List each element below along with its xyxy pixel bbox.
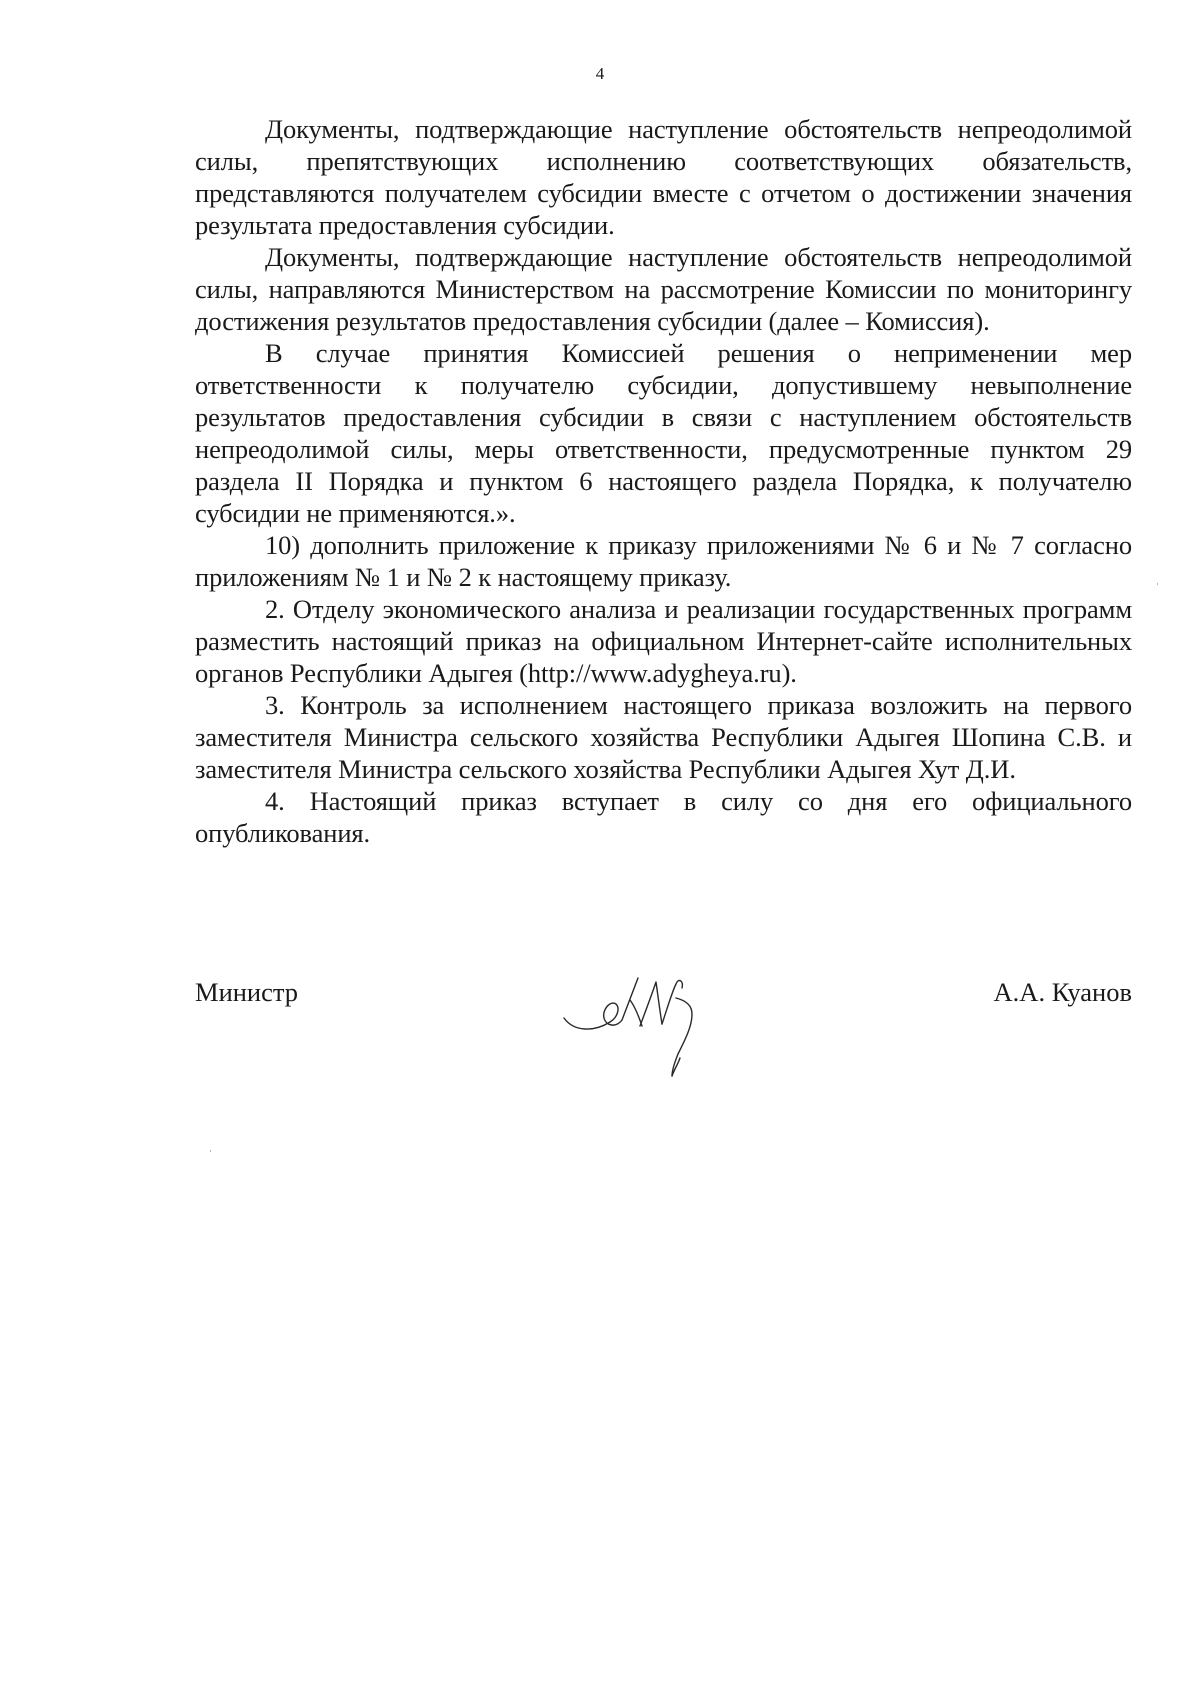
paragraph-item-4-effective: 4. Настоящий приказ вступает в силу со дня его официального опубликования. <box>195 786 1132 848</box>
scan-speck <box>210 1150 211 1152</box>
paragraph-commission-decision: В случае принятия Комиссией решения о неприменении мер ответственности к получателю субсидии, допустившему невыполнение результатов предоставления субсидии в связи с наступлением обстоятельств непреодолимой силы, меры ответственности, предусмотренные пунктом 29 раздела II Порядка и пунктом 6 настоящего раздела Порядка, к получателю субсидии не применяются.». <box>195 338 1132 528</box>
paragraph-force-majeure-documents-report: Документы, подтверждающие наступление обстоятельств непреодолимой силы, препятствующих исполнению соответствующих обязательств, представляются получателем субсидии вместе с отчетом о достижении значения результата предоставления субсидии. <box>195 114 1132 240</box>
signatory-title: Министр <box>195 977 299 1007</box>
paragraph-item-3-control: 3. Контроль за исполнением настоящего приказа возложить на первого заместителя Министра сельского хозяйства Республики Адыгея Шопина С.В. и заместителя Министра сельского хозяйства Республики Адыгея Хут Д.И. <box>195 690 1132 784</box>
handwritten-signature <box>560 960 720 1080</box>
page-number: 4 <box>595 64 605 83</box>
signatory-name: А.А. Куанов <box>993 977 1132 1007</box>
paragraph-force-majeure-documents-commission: Документы, подтверждающие наступление обстоятельств непреодолимой силы, направляются Министерством на рассмотрение Комиссии по мониторингу достижения результатов предоставления субсидии (далее – Комиссия). <box>195 242 1132 336</box>
paragraph-item-2-publication: 2. Отделу экономического анализа и реализации государственных программ разместить настоящий приказ на официальном Интернет-сайте исполнительных органов Республики Адыгея (http://www.adygheya.ru). <box>195 594 1132 688</box>
paragraph-item-10: 10) дополнить приложение к приказу приложениями № 6 и № 7 согласно приложениям № 1 и № 2 к настоящему приказу. <box>195 530 1132 592</box>
scan-speck <box>1157 583 1158 585</box>
document-body <box>195 113 1132 849</box>
signature-block <box>195 960 1132 1100</box>
